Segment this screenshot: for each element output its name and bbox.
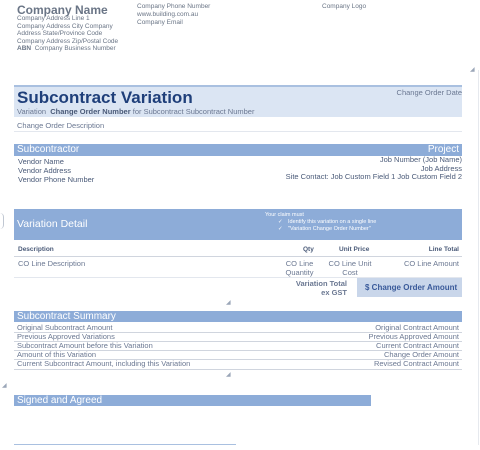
check-icon: ✓	[278, 219, 283, 225]
change-order-date: Change Order Date	[396, 88, 462, 97]
resize-grip-icon[interactable]: ◢	[470, 67, 475, 73]
variation-total-label	[285, 279, 347, 297]
left-edge-handle	[0, 213, 4, 229]
company-address	[17, 15, 118, 53]
col-unit-price: Unit Price	[339, 246, 370, 253]
line-qty-1: CO Line	[285, 259, 314, 268]
signed-agreed-bar	[14, 395, 371, 406]
vendor-details	[18, 157, 94, 184]
subcontractor-heading: Subcontractor	[17, 144, 80, 155]
company-name: Company Name	[17, 3, 108, 17]
line-qty-2: Quantity	[285, 268, 314, 277]
variation-total-label-2: ex GST	[321, 288, 347, 297]
summary-row-value: Change Order Amount	[383, 350, 459, 359]
claim-item-2	[265, 226, 376, 233]
variation-total-box	[357, 278, 462, 297]
company-logo: Company Logo	[322, 3, 367, 10]
company-email: Company Email	[137, 19, 183, 26]
summary-row-label: Amount of this Variation	[17, 350, 97, 359]
company-address-line-4: Company Address Zip/Postal Code	[17, 37, 119, 45]
abn-label: ABN	[17, 45, 32, 53]
summary-row-label: Current Subcontract Amount, including this Variation	[17, 359, 191, 368]
resize-grip-icon[interactable]: ◢	[226, 372, 231, 378]
line-description: CO Line Description	[18, 259, 86, 268]
claim-item-1	[265, 219, 376, 226]
line-qty	[284, 259, 315, 277]
subcontract-summary-heading: Subcontract Summary	[17, 311, 116, 322]
company-address-line-3: Address State/Province Code	[17, 30, 103, 38]
signature-line	[14, 444, 236, 445]
summary-row	[14, 359, 462, 368]
subtitle-suffix: for Subcontract Subcontract Number	[132, 107, 255, 116]
line-unit-cost	[322, 259, 378, 277]
summary-row-value: Original Contract Amount	[375, 323, 459, 332]
company-address-line-2: Company Address City Company	[17, 22, 113, 30]
document-title: Subcontract Variation	[17, 88, 193, 107]
claim-item-2-text: "Variation Change Order Number"	[288, 226, 371, 232]
signed-agreed-heading: Signed and Agreed	[17, 395, 103, 406]
job-number: Job Number (Job Name)	[379, 155, 462, 164]
line-unit-2: Cost	[342, 268, 358, 277]
change-order-description: Change Order Description	[17, 121, 105, 130]
claim-heading: Your claim must	[265, 212, 304, 218]
company-abn	[17, 45, 118, 53]
line-unit-1: CO Line Unit	[328, 259, 372, 268]
subcontract-summary-bar	[14, 311, 462, 322]
check-icon: ✓	[278, 226, 283, 232]
summary-row-value: Revised Contract Amount	[373, 359, 459, 368]
summary-row	[14, 332, 462, 341]
variation-total-value: $ Change Order Amount	[365, 283, 458, 292]
resize-grip-icon[interactable]: ◢	[2, 383, 7, 389]
variation-subtitle	[17, 107, 254, 116]
claim-item-1-text: Identify this variation on a single line	[288, 219, 377, 225]
resize-grip-icon[interactable]: ◢	[226, 300, 231, 306]
variation-detail-heading: Variation Detail	[17, 218, 88, 230]
subtitle-prefix: Variation	[17, 107, 47, 116]
summary-row-value: Current Contract Amount	[376, 341, 459, 350]
page-edge	[478, 70, 479, 445]
claim-instructions	[265, 212, 376, 233]
site-contact: Site Contact: Job Custom Field 1 Job Custom Field 2	[285, 172, 462, 181]
job-address: Job Address	[420, 163, 462, 173]
project-heading: Project	[427, 144, 459, 155]
company-contact	[137, 3, 210, 27]
summary-row-label: Original Subcontract Amount	[17, 323, 113, 332]
company-address-line-1: Company Address Line 1	[17, 15, 90, 22]
vendor-name: Vendor Name	[18, 157, 64, 166]
summary-row-value: Previous Approved Amount	[368, 332, 459, 341]
summary-row	[14, 323, 462, 332]
variation-detail-bar	[14, 209, 462, 240]
line-amount: CO Line Amount	[403, 259, 459, 268]
variation-total-label-1: Variation Total	[295, 279, 347, 288]
vendor-phone: Vendor Phone Number	[18, 175, 95, 184]
abn-value: Company Business Number	[34, 45, 116, 53]
col-qty: Qty	[303, 246, 314, 253]
company-website: www.building.com.au	[137, 11, 199, 18]
col-description: Description	[18, 246, 54, 253]
col-line-total: Line Total	[428, 246, 459, 253]
summary-row-label: Previous Approved Variations	[17, 332, 115, 341]
summary-row	[14, 341, 462, 350]
change-order-number: Change Order Number	[50, 107, 131, 116]
company-phone: Company Phone Number	[137, 3, 211, 10]
summary-row-label: Subcontract Amount before this Variation	[17, 341, 153, 350]
summary-row	[14, 350, 462, 359]
summary-rule	[14, 369, 462, 370]
table-header-rule	[14, 256, 462, 257]
vendor-address: Vendor Address	[18, 166, 71, 175]
description-rule	[14, 131, 462, 132]
project-details	[286, 156, 462, 182]
